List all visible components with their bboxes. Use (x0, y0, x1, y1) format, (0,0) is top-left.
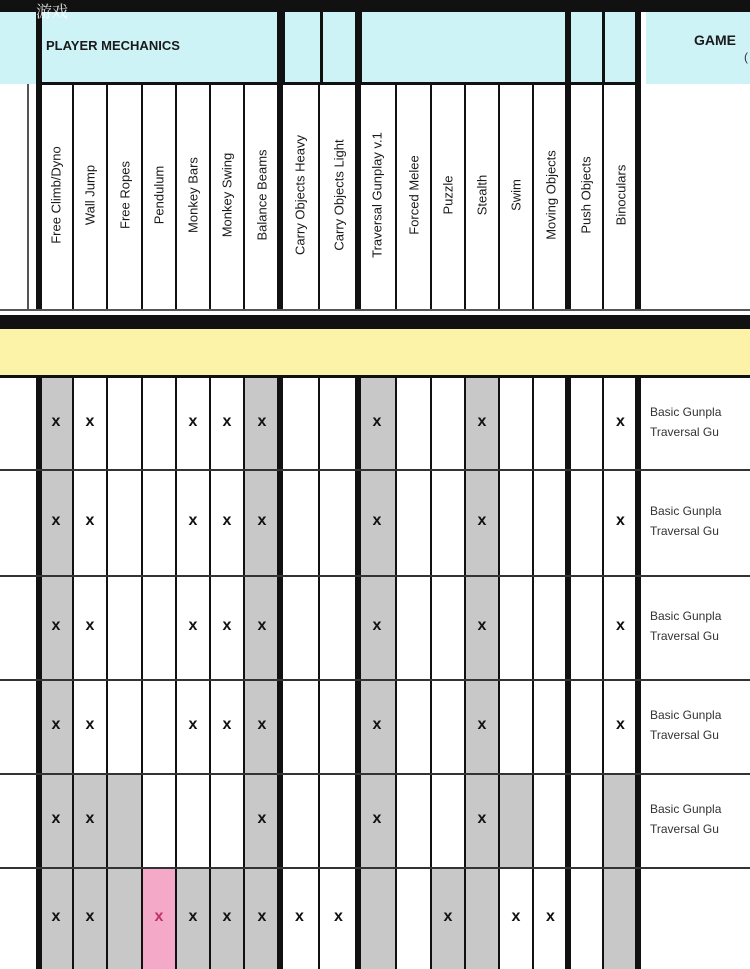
check-mark: x (222, 617, 232, 634)
header-col-line (395, 84, 397, 310)
check-mark: x (295, 907, 304, 925)
column-header: Puzzle (440, 175, 456, 215)
grid-col-line (395, 378, 397, 969)
row-note: Traversal Gu (650, 728, 719, 742)
header-carry-group-2 (322, 12, 358, 84)
grid-col-line (141, 378, 143, 969)
header-col-line (36, 12, 42, 310)
row-note: Basic Gunpla (650, 609, 722, 623)
shaded-cell (107, 868, 142, 969)
check-mark: x (51, 716, 61, 733)
grid-row-line (0, 867, 750, 869)
header-group-line (282, 12, 285, 84)
column-header: Forced Melee (406, 155, 421, 235)
header-group-line (320, 12, 323, 84)
column-header: Stealth (474, 174, 490, 216)
header-traversal-group (362, 12, 568, 84)
check-mark: x (154, 907, 164, 925)
check-mark: x (477, 810, 487, 827)
grid-col-line (602, 378, 604, 969)
grid-left-line (27, 84, 29, 310)
row-note: Basic Gunpla (650, 405, 722, 419)
row-note: Traversal Gu (650, 629, 719, 643)
check-mark: x (222, 907, 232, 925)
header-col-line (141, 84, 143, 310)
check-mark: x (85, 617, 95, 634)
row-note: Basic Gunpla (650, 504, 722, 518)
check-mark: x (477, 512, 487, 529)
check-mark: x (372, 716, 382, 733)
check-mark: x (334, 907, 343, 925)
header-col-line (635, 12, 641, 310)
check-mark: x (188, 907, 198, 925)
check-mark: x (51, 617, 61, 634)
column-header: Binoculars (613, 164, 628, 226)
grid-col-line (318, 378, 320, 969)
check-mark: x (616, 512, 625, 529)
column-header: Monkey Bars (185, 157, 201, 233)
grid-col-line (565, 378, 571, 969)
shaded-cell (107, 774, 142, 868)
check-mark: x (477, 617, 487, 634)
check-mark: x (51, 413, 61, 430)
check-mark: x (257, 907, 267, 925)
grid-row-line (0, 679, 750, 681)
header-col-line (106, 84, 108, 310)
check-mark: x (51, 907, 61, 925)
yellow-band (0, 329, 750, 375)
check-mark: x (257, 512, 267, 529)
grid-col-line (243, 378, 245, 969)
grid-col-line (532, 378, 534, 969)
check-mark: x (222, 413, 232, 430)
grid-col-line (72, 378, 74, 969)
check-mark: x (188, 716, 198, 733)
grid-col-line (175, 378, 177, 969)
check-mark: x (85, 512, 95, 529)
check-mark: x (443, 907, 453, 925)
shaded-cell (358, 868, 396, 969)
check-mark: x (372, 810, 382, 827)
grid-col-line (106, 378, 108, 969)
grid-col-line (464, 378, 466, 969)
check-mark: x (477, 413, 487, 430)
shaded-cell (465, 868, 499, 969)
header-col-line (243, 84, 245, 310)
check-mark: x (372, 512, 382, 529)
check-mark: x (85, 907, 95, 925)
row-note: Traversal Gu (650, 425, 719, 439)
check-mark: x (372, 413, 382, 430)
separator-thin (0, 309, 750, 311)
column-header: Wall Jump (82, 164, 98, 226)
check-mark: x (222, 716, 232, 733)
header-col-line (209, 84, 211, 310)
header-group-line (568, 12, 571, 84)
column-header: Carry Objects Light (331, 139, 346, 251)
check-mark: x (257, 617, 267, 634)
right-section-title: GAME (694, 32, 736, 48)
check-mark: x (257, 716, 267, 733)
row-note: Basic Gunpla (650, 708, 722, 722)
check-mark: x (222, 512, 232, 529)
column-header: Balance Beams (254, 149, 270, 241)
grid-row-line (0, 773, 750, 775)
header-col-line (175, 84, 177, 310)
column-header: Free Climb/Dyno (48, 146, 64, 244)
header-group-line (602, 12, 605, 84)
grid-row-line (0, 575, 750, 577)
right-section-subtitle: ( (744, 50, 748, 64)
separator-thick (0, 315, 750, 329)
check-mark: x (85, 413, 95, 430)
grid-row-line (0, 469, 750, 471)
column-header: Free Ropes (117, 161, 132, 229)
grid-col-line (277, 378, 283, 969)
top-bar (0, 0, 750, 12)
header-col-line (72, 84, 74, 310)
check-mark: x (616, 716, 625, 733)
row-note: Traversal Gu (650, 524, 719, 538)
header-col-line (602, 84, 604, 310)
grid-col-line (209, 378, 211, 969)
grid-col-line (355, 378, 361, 969)
check-mark: x (616, 413, 625, 430)
check-mark: x (546, 907, 555, 925)
shaded-cell (603, 868, 638, 969)
header-group-line (359, 12, 362, 84)
column-header: Traversal Gunplay v.1 (369, 132, 385, 258)
header-col-line (498, 84, 500, 310)
check-mark: x (372, 617, 382, 634)
section-title: PLAYER MECHANICS (46, 38, 180, 53)
column-header: Moving Objects (543, 150, 558, 240)
header-col-line (464, 84, 466, 310)
shaded-cell (499, 774, 533, 868)
header-binoculars-group (604, 12, 636, 84)
row-note: Traversal Gu (650, 822, 719, 836)
grid-col-line (36, 378, 42, 969)
grid-col-line (635, 378, 641, 969)
shaded-cell (603, 774, 638, 868)
check-mark: x (51, 810, 61, 827)
check-mark: x (188, 512, 198, 529)
column-header: Pendulum (151, 165, 167, 225)
header-col-line (430, 84, 432, 310)
header-col-line (532, 84, 534, 310)
check-mark: x (477, 716, 487, 733)
header-game (646, 12, 750, 84)
header-col-line (318, 84, 320, 310)
header-push-group (570, 12, 602, 84)
grid-col-line (498, 378, 500, 969)
row-note: Basic Gunpla (650, 802, 722, 816)
header-carry-group (284, 12, 320, 84)
check-mark: x (188, 413, 198, 430)
column-header: Swim (508, 179, 524, 211)
check-mark: x (85, 810, 95, 827)
check-mark: x (257, 810, 267, 827)
check-mark: x (616, 617, 625, 634)
check-mark: x (51, 512, 61, 529)
check-mark: x (85, 716, 95, 733)
check-mark: x (257, 413, 267, 430)
check-mark: x (511, 907, 521, 925)
column-header: Push Objects (578, 156, 593, 234)
column-header: Monkey Swing (219, 152, 235, 238)
check-mark: x (188, 617, 198, 634)
logo-watermark: 游戏 (36, 4, 69, 21)
header-rule (40, 82, 638, 85)
column-header: Carry Objects Heavy (292, 135, 307, 255)
grid-col-line (430, 378, 432, 969)
